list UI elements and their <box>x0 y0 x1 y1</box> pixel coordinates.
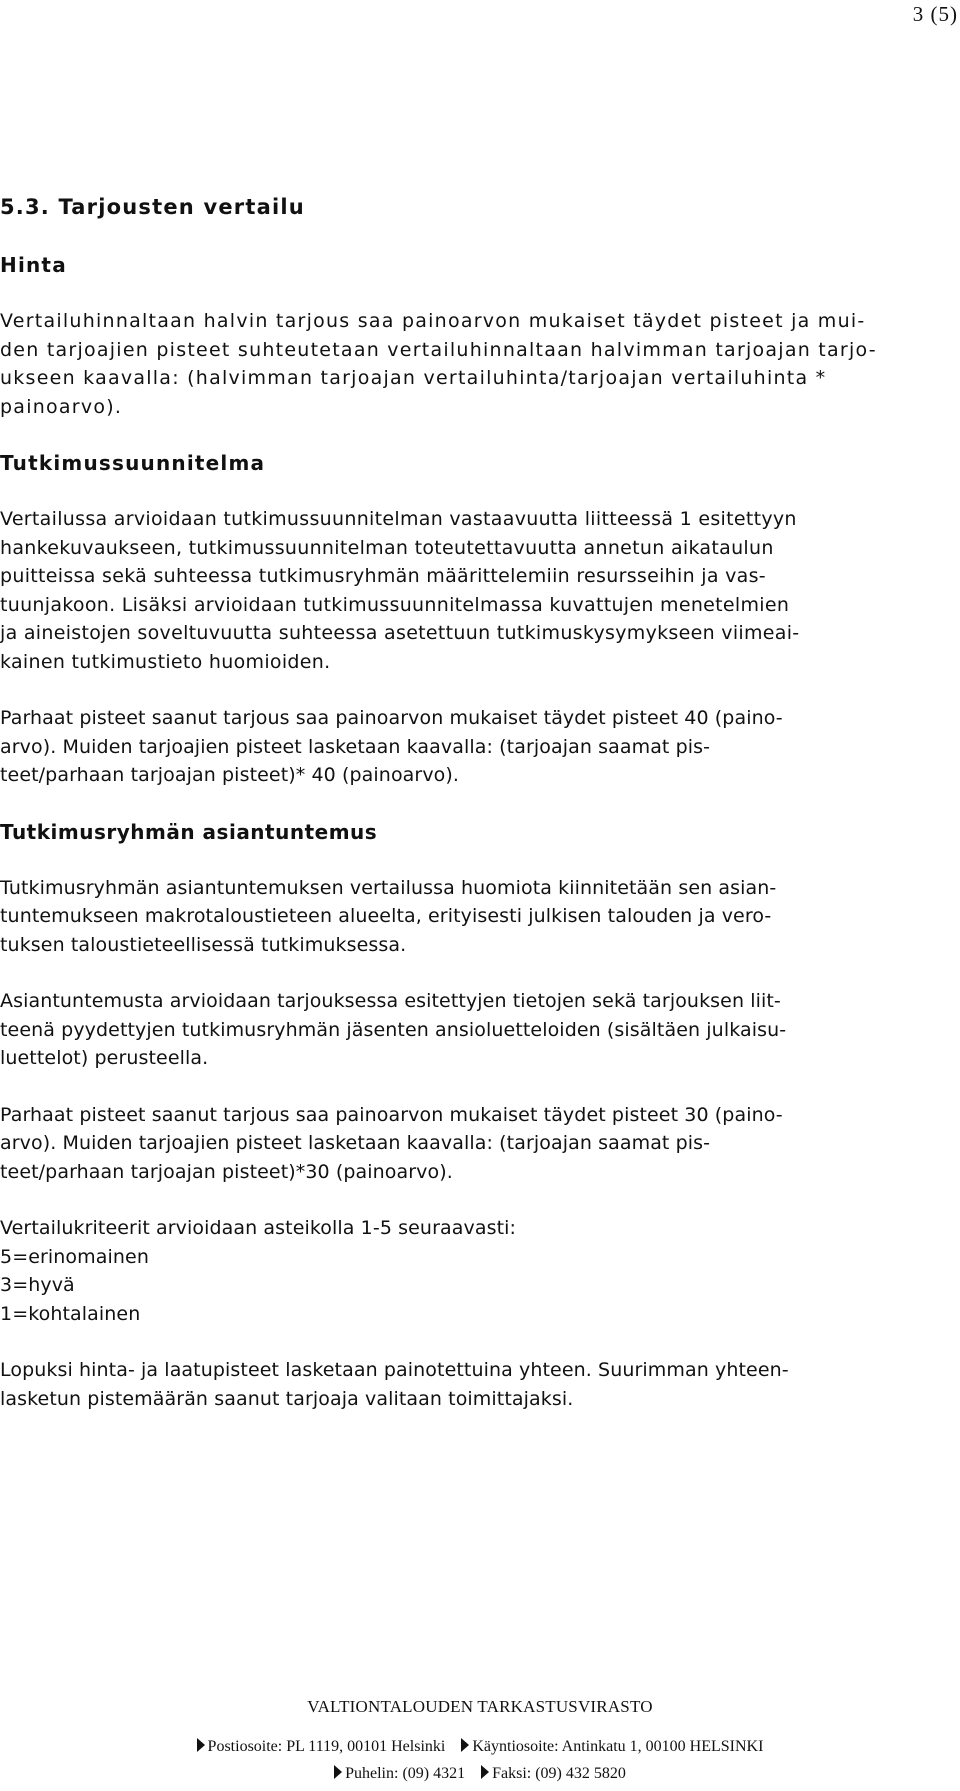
text-line: tuunjakoon. Lisäksi arvioidaan tutkimussuunnitelmassa kuvattujen menetelmien <box>0 593 790 616</box>
text-line: ja aineistojen soveltuvuutta suhteessa asetettuun tutkimuskysymykseen viimeai- <box>0 622 800 644</box>
heading-asiantuntemus: Tutkimusryhmän asiantuntemus <box>0 819 378 844</box>
footer-addresses <box>0 1738 960 1756</box>
triangle-bullet-icon <box>197 1738 205 1752</box>
text-line: Parhaat pisteet saanut tarjous saa painoarvon mukaiset täydet pisteet 40 (paino- <box>0 707 783 729</box>
text-line: ukseen kaavalla: (halvimman tarjoajan vertailuhinta/tarjoajan vertailuhinta * <box>0 367 827 389</box>
paragraph-conclusion <box>0 1356 960 1413</box>
text-line: kainen tutkimustieto huomioiden. <box>0 650 331 673</box>
text-line: Asiantuntemusta arvioidaan tarjouksessa esitettyjen tietojen sekä tarjouksen liit- <box>0 990 781 1012</box>
text-line: hankekuvaukseen, tutkimussuunnitelman toteutettavuutta annetun aikataulun <box>0 536 774 559</box>
text-line: puitteissa sekä suhteessa tutkimusryhmän määrittelemiin resursseihin ja vas- <box>0 565 766 587</box>
text-line: teenä pyydettyjen tutkimusryhmän jäsenten ansioluetteloiden (sisältäen julkaisu- <box>0 1018 787 1041</box>
paragraph-asiantuntemus-points <box>0 1101 960 1187</box>
paragraph-tutkimussuunnitelma-criteria <box>0 505 960 676</box>
scale-list <box>0 1214 960 1328</box>
text-line: lasketun pistemäärän saanut tarjoaja valitaan toimittajaksi. <box>0 1387 574 1410</box>
text-line: Vertailuhinnaltaan halvin tarjous saa painoarvon mukaiset täydet pisteet ja mui- <box>0 310 866 332</box>
footer-visiting-address <box>461 1738 763 1756</box>
triangle-bullet-icon <box>461 1738 469 1752</box>
heading-hinta: Hinta <box>0 253 67 277</box>
paragraph-hinta <box>0 307 960 421</box>
scale-intro: Vertailukriteerit arvioidaan asteikolla 1-5 seuraavasti: <box>0 1217 516 1239</box>
text-line: painoarvo). <box>0 395 123 418</box>
visiting-address-text: Käyntiosoite: Antinkatu 1, 00100 HELSINKI <box>472 1738 764 1755</box>
postal-address-text: Postiosoite: PL 1119, 00101 Helsinki <box>207 1738 446 1755</box>
document-body <box>0 193 960 1441</box>
paragraph-tutkimussuunnitelma-points <box>0 704 960 790</box>
text-line: Tutkimusryhmän asiantuntemuksen vertailussa huomiota kiinnitetään sen asian- <box>0 876 777 899</box>
text-line: Lopuksi hinta- ja laatupisteet lasketaan painotettuina yhteen. Suurimman yhteen- <box>0 1359 789 1381</box>
scale-item: 5=erinomainen <box>0 1245 149 1268</box>
text-line: tuksen taloustieteellisessä tutkimuksessa. <box>0 933 407 956</box>
phone-text: Puhelin: (09) 4321 <box>345 1765 466 1782</box>
paragraph-asiantuntemus-focus <box>0 874 960 960</box>
page-number: 3 (5) <box>912 2 958 26</box>
footer-phone <box>334 1765 465 1783</box>
paragraph-asiantuntemus-evaluation <box>0 987 960 1073</box>
scale-item: 3=hyvä <box>0 1274 75 1296</box>
text-line: teet/parhaan tarjoajan pisteet)* 40 (painoarvo). <box>0 764 460 786</box>
text-line: Parhaat pisteet saanut tarjous saa painoarvon mukaiset täydet pisteet 30 (paino- <box>0 1103 783 1126</box>
text-line: arvo). Muiden tarjoajien pisteet lasketaan kaavalla: (tarjoajan saamat pis- <box>0 735 711 758</box>
triangle-bullet-icon <box>334 1765 342 1779</box>
text-line: teet/parhaan tarjoajan pisteet)*30 (painoarvo). <box>0 1160 453 1183</box>
text-line: tuntemukseen makrotaloustieteen alueelta, erityisesti julkisen talouden ja vero- <box>0 905 772 927</box>
text-line: Vertailussa arvioidaan tutkimussuunnitelman vastaavuutta liitteessä 1 esitettyyn <box>0 508 797 530</box>
fax-text: Faksi: (09) 432 5820 <box>492 1765 626 1782</box>
text-line: arvo). Muiden tarjoajien pisteet lasketaan kaavalla: (tarjoajan saamat pis- <box>0 1132 711 1154</box>
footer-organization: VALTIONTALOUDEN TARKASTUSVIRASTO <box>307 1697 653 1716</box>
scale-item: 1=kohtalainen <box>0 1302 141 1325</box>
text-line: luettelot) perusteella. <box>0 1047 209 1069</box>
section-title: 5.3. Tarjousten vertailu <box>0 195 305 219</box>
footer-fax <box>481 1765 626 1783</box>
text-line: den tarjoajien pisteet suhteutetaan vertailuhinnaltaan halvimman tarjoajan tarjo- <box>0 338 877 361</box>
heading-tutkimussuunnitelma: Tutkimussuunnitelma <box>0 451 266 475</box>
footer-postal-address <box>197 1738 446 1756</box>
footer-contacts <box>0 1765 960 1783</box>
triangle-bullet-icon <box>481 1765 489 1779</box>
